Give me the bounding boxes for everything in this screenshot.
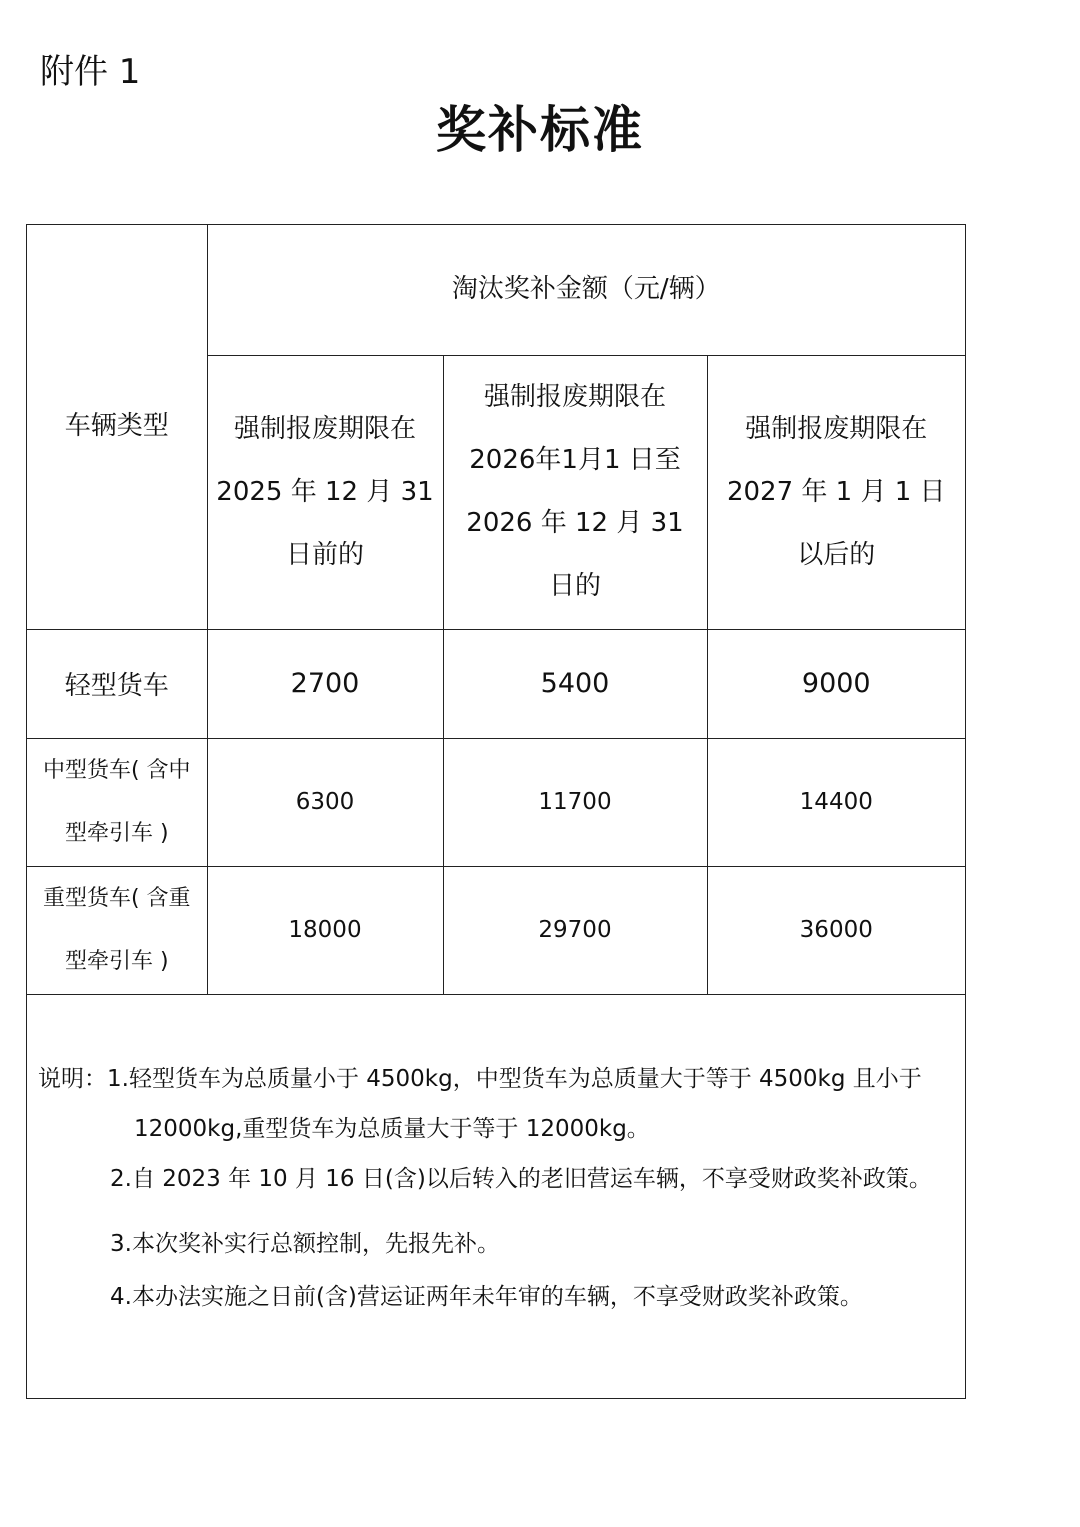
table-row <box>27 629 965 738</box>
note-3: 3.本次奖补实行总额控制，先报先补。 <box>110 1231 500 1257</box>
vehicle-type-cell: 中型货车( 含中 型牵引车 ) <box>27 738 207 866</box>
table-row <box>27 866 965 994</box>
note-2: 2.自 2023 年 10 月 16 日(含)以后转入的老旧营运车辆，不享受财政奖补政策。 <box>110 1166 932 1192</box>
amount-cell: 36000 <box>707 866 965 994</box>
note-1: 说明：1.轻型货车为总质量小于 4500kg，中型货车为总质量大于等于 4500kg 且小于 <box>38 1066 922 1092</box>
period-header-2: 强制报废期限在 2026年1月1 日至 2026 年 12 月 31 日的 <box>443 355 707 629</box>
vehicle-type-cell: 轻型货车 <box>27 629 207 738</box>
note-4: 4.本办法实施之日前(含)营运证两年未年审的车辆，不享受财政奖补政策。 <box>110 1284 863 1310</box>
vehicle-type-cell: 重型货车( 含重 型牵引车 ) <box>27 866 207 994</box>
page-title: 奖补标准 <box>436 101 644 159</box>
subsidy-table <box>27 225 965 995</box>
subsidy-table-frame <box>26 224 966 1399</box>
subsidy-amount-header: 淘汰奖补金额（元/辆） <box>207 225 965 355</box>
amount-cell: 18000 <box>207 866 443 994</box>
amount-cell: 5400 <box>443 629 707 738</box>
amount-cell: 14400 <box>707 738 965 866</box>
amount-cell: 29700 <box>443 866 707 994</box>
amount-cell: 9000 <box>707 629 965 738</box>
period-header-1: 强制报废期限在 2025 年 12 月 31 日前的 <box>207 355 443 629</box>
period-header-3: 强制报废期限在 2027 年 1 月 1 日 以后的 <box>707 355 965 629</box>
vehicle-type-header: 车辆类型 <box>27 225 207 629</box>
table-row <box>27 738 965 866</box>
amount-cell: 6300 <box>207 738 443 866</box>
attachment-label: 附件 1 <box>40 52 141 92</box>
amount-cell: 2700 <box>207 629 443 738</box>
amount-cell: 11700 <box>443 738 707 866</box>
note-1-continued: 12000kg,重型货车为总质量大于等于 12000kg。 <box>134 1116 650 1142</box>
